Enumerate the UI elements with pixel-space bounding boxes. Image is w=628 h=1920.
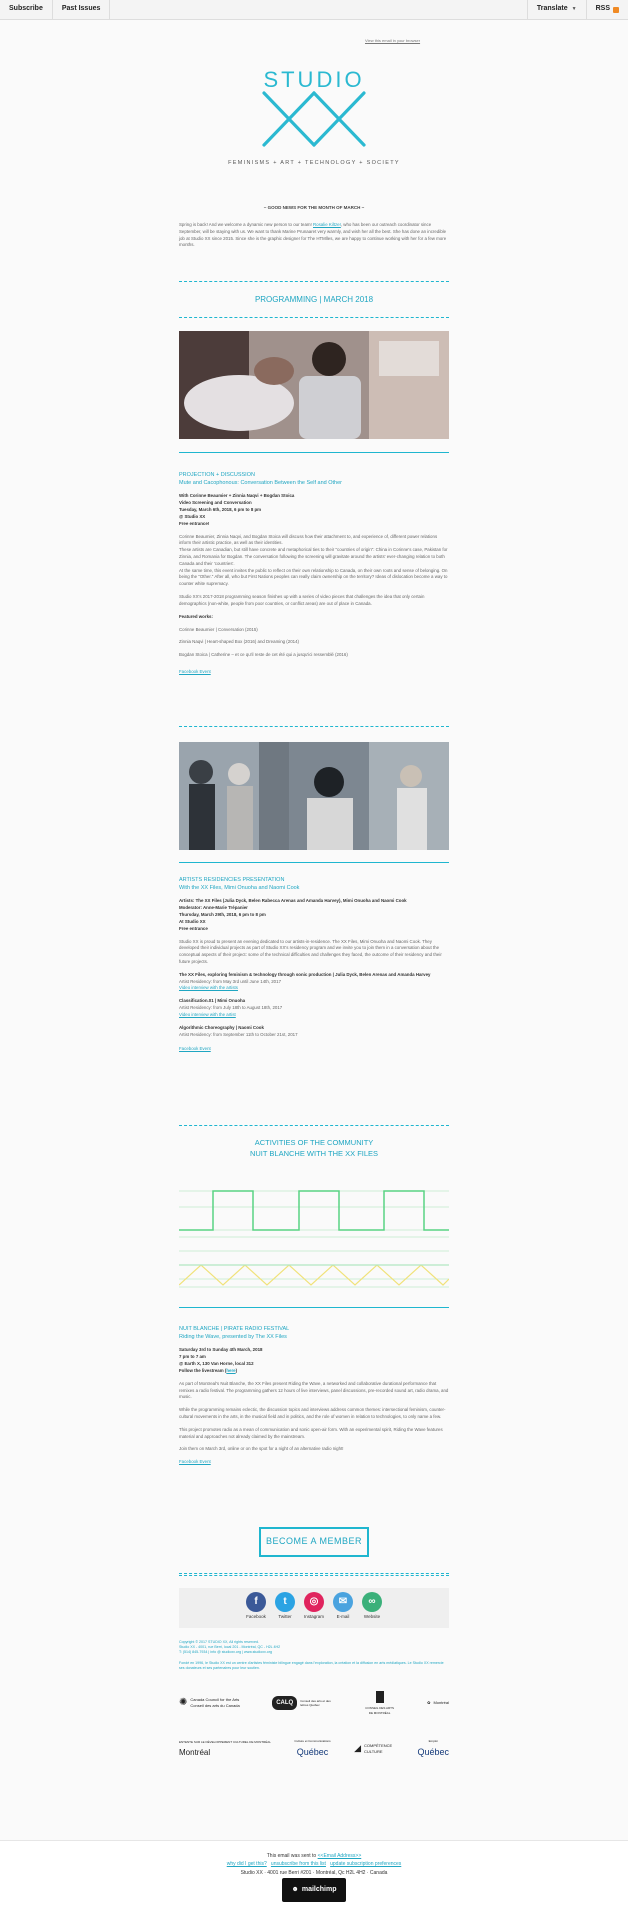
event1-body	[179, 534, 449, 589]
social-email[interactable]	[333, 1592, 353, 1628]
featured-work: Bogdan Stoica | Catherine – et ce qu'il reste de cet été qui a jusqu'ici ressemblé (2016)	[179, 652, 348, 658]
event2-photo	[179, 742, 449, 850]
funder-name: Québec	[296, 1747, 329, 1758]
canada-council-logo	[179, 1696, 240, 1711]
studio-xx-wordmark: STUDIO	[263, 67, 365, 92]
event1-title: Mute and Cacophonous: Conversation Between the Self and Other	[179, 479, 342, 486]
mailchimp-label: mailchimp	[301, 1885, 337, 1893]
residency-1	[179, 972, 449, 992]
rss-label: RSS	[595, 5, 610, 13]
email-icon[interactable]: ✉	[333, 1592, 353, 1612]
funder-sub: ENTENTE SUR LE DÉVELOPPEMENT CULTUREL DE MONTRÉAL	[179, 1739, 271, 1744]
livestream-label: Follow the livestream	[179, 1367, 224, 1373]
social-label: Facebook	[246, 1614, 266, 1619]
quebec-emploi-logo	[417, 1739, 449, 1759]
featured-work: Zinnia Naqvi | Heart-shaped Box (2016) and Dreaming (2014)	[179, 639, 299, 645]
become-member-button[interactable]: BECOME A MEMBER	[259, 1527, 369, 1557]
event2-title: With the XX Files, Mimi Onuoha and Naomi Cook	[179, 884, 300, 891]
residency-2	[179, 998, 449, 1018]
footer-links-line	[0, 1861, 628, 1868]
event1-meta	[179, 493, 449, 527]
residency-dates: Artist Residency: from July 18th to August 18th, 2017	[179, 1005, 283, 1011]
news-text-a: Spring is back! And we welcome a dynamic new person to our team!	[179, 222, 312, 227]
community-body: While the programming remains eclectic, the discussion topics and interviews address common themes: intersectional feminism, counter-cultural movements in the arts, in the musical field and in politics, and the role of women in relation to technologies, to only name a few.	[179, 1407, 446, 1419]
event2-meta	[179, 898, 449, 932]
translate-label: Translate	[536, 5, 568, 13]
event2-facebook-link[interactable]: Facebook Event	[179, 1046, 211, 1052]
divider	[179, 317, 449, 318]
competence-mark-icon: ◢	[354, 1743, 361, 1754]
funder-name: Montréal	[433, 1700, 449, 1706]
rss-button[interactable]	[586, 0, 628, 19]
social-label: E-mail	[336, 1614, 350, 1619]
instagram-icon[interactable]: ◎	[304, 1592, 324, 1612]
event1-meta-line: Video Screening and Conversation	[179, 500, 252, 506]
community-kicker: NUIT BLANCHE | PIRATE RADIO FESTIVAL	[179, 1326, 290, 1332]
event1-photo-art	[179, 331, 449, 439]
residency-title: Algorithmic Choreography | Naomi Cook	[179, 1024, 264, 1030]
community-meta-line: Follow the livestream (here)	[179, 1367, 238, 1373]
subscribe-button[interactable]: Subscribe	[0, 0, 53, 19]
divider	[179, 1307, 449, 1308]
news-section	[179, 222, 449, 255]
event1-kicker: PROJECTION + DISCUSSION	[179, 472, 255, 478]
mailchimp-icon: ☻	[291, 1885, 299, 1893]
community-heading-line: ACTIVITIES OF THE COMMUNITY	[254, 1138, 374, 1147]
social-links-bar	[179, 1588, 449, 1628]
event1-body-line: At the same time, this event invites the public to reflect on their own relationship to Canada, on their own roots and sense of belonging. On being the "Other." After all, who but First Nations peoples can really claim ownership on the territory? Ideas of dislocation become a way to counter white supremacy.	[179, 567, 448, 587]
community-title: Riding the Wave, presented by The XX Files	[179, 1333, 287, 1340]
facebook-icon[interactable]: f	[246, 1592, 266, 1612]
event2-meta-line: Free entrance	[179, 925, 208, 931]
event1-meta-line: Free entrance!	[179, 520, 210, 526]
social-facebook[interactable]	[246, 1592, 266, 1628]
event1-meta-line: With Corinne Beaumier + Zinnia Naqvi + Bogdan Stoica	[179, 493, 295, 499]
nuit-blanche-waveform-graphic	[179, 1185, 449, 1293]
rss-icon	[613, 7, 619, 13]
cam-mark-icon	[376, 1691, 384, 1703]
featured-work: Corinne Beaumier | Conversation (2015)	[179, 626, 258, 632]
divider	[179, 862, 449, 863]
calq-logo	[272, 1696, 332, 1711]
community-heading	[179, 1138, 449, 1159]
footer-email-link[interactable]: <<Email Address>>	[317, 1853, 362, 1859]
montreal-logo	[427, 1700, 449, 1706]
update-preferences-link[interactable]: update subscription preferences	[330, 1861, 402, 1868]
why-link[interactable]: why did I get this?	[226, 1861, 267, 1868]
residency-dates: Artist Residency: from September 11th to October 21st, 2017	[179, 1031, 298, 1037]
event1-section	[179, 472, 449, 675]
studio-xx-logo-icon	[260, 89, 368, 149]
link-icon[interactable]: ∞	[362, 1592, 382, 1612]
footer-sent-text: This email was sent to	[266, 1853, 317, 1859]
community-event-section	[179, 1326, 449, 1466]
funder-sub: Culture et Communications	[294, 1738, 331, 1743]
canada-council-mark-icon: ✺	[179, 1696, 188, 1708]
news-heading: ~ GOOD NEWS FOR THE MONTH OF MARCH ~	[263, 205, 365, 210]
divider	[179, 1573, 449, 1574]
archive-topbar	[0, 0, 628, 20]
event1-body-line: Corinne Beaumier, Zinnia Naqvi, and Bogdan Stoica will discuss how their attachment to, and experience of, different power relations inform their artistic practice, as well as their identities.	[179, 533, 438, 546]
event2-meta-line: Moderator: Anne-Marie Trépanier	[179, 905, 248, 911]
news-paragraph	[179, 222, 449, 249]
past-issues-button[interactable]: Past Issues	[53, 0, 111, 19]
mailchimp-badge[interactable]	[282, 1878, 346, 1902]
event2-photo-art	[179, 742, 449, 850]
funder-name: Québec	[417, 1747, 449, 1758]
social-instagram[interactable]	[304, 1592, 324, 1628]
montreal-mark-icon: ✿	[427, 1700, 431, 1706]
rosalie-link[interactable]: Rosalie Kiltzer	[313, 222, 341, 227]
funders-row-1	[179, 1688, 449, 1718]
community-meta-line: Saturday 3rd to Sunday 4th March, 2018	[179, 1347, 263, 1353]
residency-video-link[interactable]: Video interview with the artist	[179, 1011, 236, 1017]
funder-name-fr: Conseil des arts du Canada	[190, 1703, 240, 1708]
legal-block	[179, 1640, 449, 1671]
event1-photo	[179, 331, 449, 439]
copyright-text: Copyright © 2017 STUDIO XX, All rights reserved.	[179, 1640, 259, 1644]
twitter-icon[interactable]: t	[275, 1592, 295, 1612]
event2-meta-line: At Studio XX	[179, 918, 206, 924]
cam-logo	[365, 1691, 395, 1715]
waveform-art	[179, 1185, 449, 1293]
community-meta-line: 7 pm to 7 am	[179, 1354, 206, 1360]
event2-meta-line: Artists: The XX Files (Julia Dyck, Belen Rabecca Arenas and Amanda Harvey), Mimi Onuoha and Naomi Cook	[179, 898, 407, 904]
funder-name: Montréal	[179, 1747, 211, 1757]
event1-body-4: Studio XX's 2017-2018 programming season finishes up with a series of video pieces that challenges the idea that only certain demographics (non-white, people from poor countries, or conflict areas) are out of place in Canada.	[179, 594, 425, 606]
funder-sub: Emploi	[428, 1738, 438, 1743]
competence-culture-logo	[354, 1742, 394, 1755]
funders-row-2	[179, 1732, 449, 1766]
community-body: Join them on March 3rd, online or on the spot for a night of an alternative radio night!	[179, 1446, 344, 1452]
featured-works-label: Featured works:	[179, 613, 213, 619]
community-body: As part of Montreal's Nuit Blanche, the XX Files present Riding the Wave, a networked and collaborative durational performance that remixes a radio festival. The programming gathers 12 hours of live interviews, panel discussions, pre-recorded sound art, radio drama, and music.	[179, 1380, 449, 1400]
residency-dates: Artist Residency: from May 3rd until June 14th, 2017	[179, 978, 282, 984]
address-text: Studio XX - 4001, rue Berri, local 201 - Montréal, QC - H2L 4H2	[179, 1645, 281, 1650]
event2-body: Studio XX is proud to present an evening dedicated to our artists-in-residence. The XX Files, Mimi Onuoha and Naomi Cook. They developed their individual projects as part of Studio XX's residency program and we invite you to join them in a conversation about the conceptual aspects of their project: some of the technical difficulties and challenges they faced, the outcome of their residency and their future projects.	[179, 938, 442, 964]
divider	[179, 281, 449, 282]
community-body: This project promotes radio as a mean of communication and sonic open-air form. With an experimental spirit, Riding the Wave features material and approaches not already claimed by the mainstream.	[179, 1426, 443, 1439]
event2-section	[179, 877, 449, 1053]
contact-text: T: (514) 845-7934 | info @ studioxx.org | www.studioxx.org	[179, 1650, 273, 1655]
livestream-link[interactable]: here	[226, 1367, 236, 1373]
footer-address: Studio XX · 4001 rue Berri #201 · Montréal, Qc H2L 4H2 · Canada	[240, 1869, 388, 1876]
funding-text: Fondé en 1996, le Studio XX est un centre d'artistes féministe bilingue engagé dans l'exploration, la création et la diffusion en arts médiatiques. Le Studio XX remercie ses donateurs et ses partenaires pour leur soutien.	[179, 1661, 444, 1671]
residency-video-link[interactable]: Video interview with the artists	[179, 985, 238, 991]
funder-name: Canada Council for the Arts	[190, 1697, 240, 1703]
event1-meta-line: @ Studio XX	[179, 513, 206, 519]
funder-name: COMPÉTENCE CULTURE	[363, 1743, 393, 1754]
residency-title: Classification.01 | Mimi Onuoha	[179, 998, 246, 1004]
social-twitter[interactable]	[275, 1592, 295, 1628]
funder-sub: Conseil des arts et des lettres Québec	[300, 1698, 331, 1707]
divider	[179, 1575, 449, 1576]
community-meta	[179, 1347, 449, 1374]
residency-title: The XX Files, exploring feminism & technology through sonic production | Julia Dyck, Belen Arenas and Amanda Harvey	[179, 971, 431, 977]
quebec-culture-logo	[294, 1739, 330, 1759]
community-facebook-link[interactable]: Facebook Event	[179, 1459, 211, 1465]
divider	[179, 452, 449, 453]
funder-name: CONSEIL DES ARTS DE MONTRÉAL	[365, 1706, 394, 1715]
view-in-browser-link[interactable]: View this email in your browser	[365, 38, 421, 43]
social-label: Twitter	[278, 1614, 292, 1619]
social-website[interactable]	[362, 1592, 382, 1628]
tagline: FEMINISMS + ART + TECHNOLOGY + SOCIETY	[228, 160, 400, 166]
event2-meta-line: Thursday, March 29th, 2018, 6 pm to 8 pm	[179, 912, 266, 918]
social-label: Website	[363, 1614, 381, 1619]
montreal-entente-logo	[179, 1740, 271, 1759]
event1-body-line: These artists are Canadian, but still have concrete and metaphorical ties to their "countries of origin": China in Corinne's case, Pakistan for Zinnia, and Romania for Bogdan. The conversation following the screening will gravitate around the artists' ever-changing relation to both Canada and their 'countries'.	[179, 547, 448, 566]
social-label: Instagram	[304, 1614, 325, 1619]
funder-name: CALQ	[272, 1696, 297, 1711]
community-heading-line: NUIT BLANCHE WITH THE XX FILES	[249, 1148, 379, 1158]
divider	[179, 1125, 449, 1126]
event1-facebook-link[interactable]: Facebook Event	[179, 669, 211, 675]
community-meta-line: @ Earth X, 130 Van Horne, local 312	[179, 1361, 254, 1367]
divider	[179, 726, 449, 727]
chevron-down-icon: ▼	[571, 5, 577, 12]
programming-heading: PROGRAMMING | MARCH 2018	[254, 295, 374, 304]
news-text-b: , who has been our outreach coordinator since September, will be staying with us. We want to thank Marine Prunaaret very warmly, and wish her all the best. She has done an incredible job at Studio XX since 2015. Since she is the graphic designer for The HTMlles, we are happy to continue working with her for a few more months.	[179, 222, 447, 248]
translate-dropdown[interactable]	[527, 0, 586, 19]
event1-meta-line: Tuesday, March 6th, 2018, 6 pm to 8 pm	[179, 507, 262, 513]
footer-sent-line	[0, 1853, 628, 1860]
event2-kicker: ARTISTS RESIDENCIES PRESENTATION	[179, 877, 285, 883]
unsubscribe-link[interactable]: unsubscribe from this list	[270, 1861, 326, 1868]
residency-3	[179, 1025, 449, 1039]
